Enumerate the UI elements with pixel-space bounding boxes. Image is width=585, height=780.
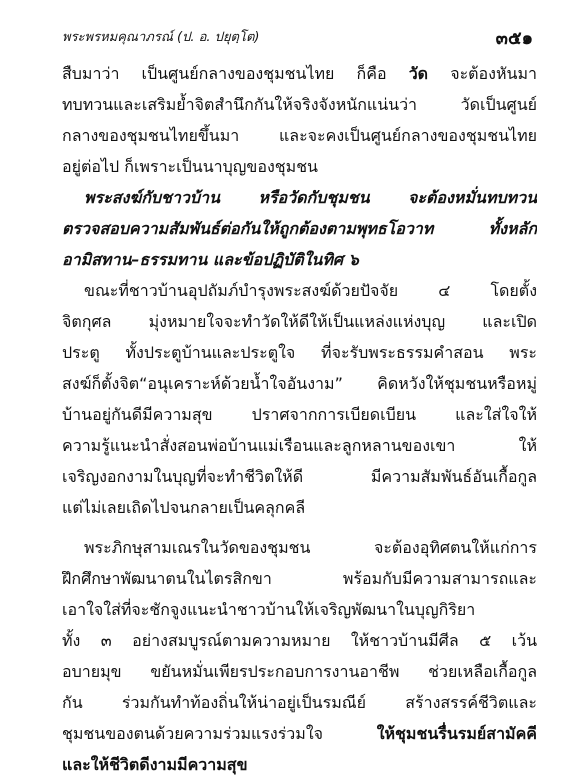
- paragraph-4-line-5: อบายมุข ขยันหมั่นเพียรประกอบการงานอาชีพ ช่วยเหลือเกื้อกูล: [62, 662, 537, 681]
- paragraph-2-line-3: อามิสทาน–ธรรมทาน และข้อปฏิบัติในทิศ ๖: [62, 250, 359, 269]
- paragraph-3-line-4: สงฆ์ก็ตั้งจิต“อนุเคราะห์ด้วยน้ำใจอันงาม” คิดหวังให้ชุมชนหรือหมู่: [62, 374, 537, 393]
- text-run: สืบมาว่า เป็นศูนย์กลางของชุมชนไทย ก็คือ: [62, 64, 409, 83]
- emphasis-closing: ให้ชุมชนรื่นรมย์สามัคคี: [376, 724, 537, 743]
- paragraph-gap: [62, 523, 537, 532]
- paragraph-1-line-4: อยู่ต่อไป ก็เพราะเป็นนาบุญของชุมชน: [62, 157, 318, 176]
- paragraph-1-line-2: ทบทวนและเสริมย้ำจิตสำนึกกันให้จริงจังหนักแน่นว่า วัดเป็นศูนย์: [62, 95, 537, 114]
- running-head: พระพรหมคุณาภรณ์ (ป. อ. ปยุตฺโต): [62, 30, 260, 45]
- paragraph-1-line-3: กลางของชุมชนไทยขึ้นมา และจะคงเป็นศูนย์กลางของชุมชนไทย: [62, 126, 537, 145]
- paragraph-4-line-1: พระภิกษุสามเณรในวัดของชุมชน จะต้องอุทิศตนให้แก่การ: [84, 538, 537, 557]
- paragraph-4-line-4: ทั้ง ๓ อย่างสมบูรณ์ตามความหมาย ให้ชาวบ้านมีศีล ๕ เว้น: [62, 631, 537, 650]
- text-run: จะต้องหันมา: [428, 64, 537, 83]
- page-body: [62, 58, 537, 780]
- paragraph-2-line-1: พระสงฆ์กับชาวบ้าน หรือวัดกับชุมชน จะต้องหมั่นทบทวน: [84, 188, 537, 207]
- paragraph-4-line-2: ฝึกศึกษาพัฒนาตนในไตรสิกขา พร้อมกับมีความสามารถและ: [62, 569, 537, 588]
- paragraph-3-line-2: จิตกุศล มุ่งหมายใจจะทำวัดให้ดีให้เป็นแหล่งแห่งบุญ และเปิด: [62, 312, 537, 331]
- paragraph-3-line-5: บ้านอยู่กันดีมีความสุข ปราศจากการเบียดเบียน และใส่ใจให้: [62, 405, 537, 424]
- paragraph-4-line-6: กัน ร่วมกันทำท้องถิ่นให้น่าอยู่เป็นรมณีย์ สร้างสรรค์ชีวิตและ: [62, 693, 537, 712]
- emphasis-wat: วัด: [408, 64, 429, 83]
- paragraph-3-line-6: ความรู้แนะนำสั่งสอนพ่อบ้านแม่เรือนและลูกหลานของเขา ให้: [62, 436, 537, 455]
- paragraph-3-line-1: ขณะที่ชาวบ้านอุปถัมภ์บำรุงพระสงฆ์ด้วยปัจจัย ๔ โดยตั้ง: [84, 281, 537, 300]
- paragraph-3-line-7: เจริญงอกงามในบุญที่จะทำชีวิตให้ดี มีความสัมพันธ์อันเกื้อกูล: [62, 467, 537, 486]
- paragraph-4-line-8: และให้ชีวิตดีงามมีความสุข: [62, 755, 248, 774]
- paragraph-3-line-8: แต่ไม่เลยเถิดไปจนกลายเป็นคลุกคลี: [62, 498, 306, 517]
- paragraph-3-line-3: ประตู ทั้งประตูบ้านและประตูใจ ที่จะรับพระธรรมคำสอน พระ: [62, 343, 537, 362]
- text-run: ชุมชนของตนด้วยความร่วมแรงร่วมใจ: [62, 724, 377, 743]
- paragraph-4-line-3: เอาใจใส่ที่จะชักจูงแนะนำชาวบ้านให้เจริญพัฒนาในบุญกิริยา: [62, 600, 476, 619]
- paragraph-4-line-7: [62, 718, 537, 749]
- paragraph-2-line-2: ตรวจสอบความสัมพันธ์ต่อกันให้ถูกต้องตามพุทธโอวาท ทั้งหลัก: [62, 219, 537, 238]
- page-header: [62, 26, 533, 52]
- paragraph-1-line-1: [62, 58, 537, 89]
- page-number: ๓๕๑: [495, 28, 533, 49]
